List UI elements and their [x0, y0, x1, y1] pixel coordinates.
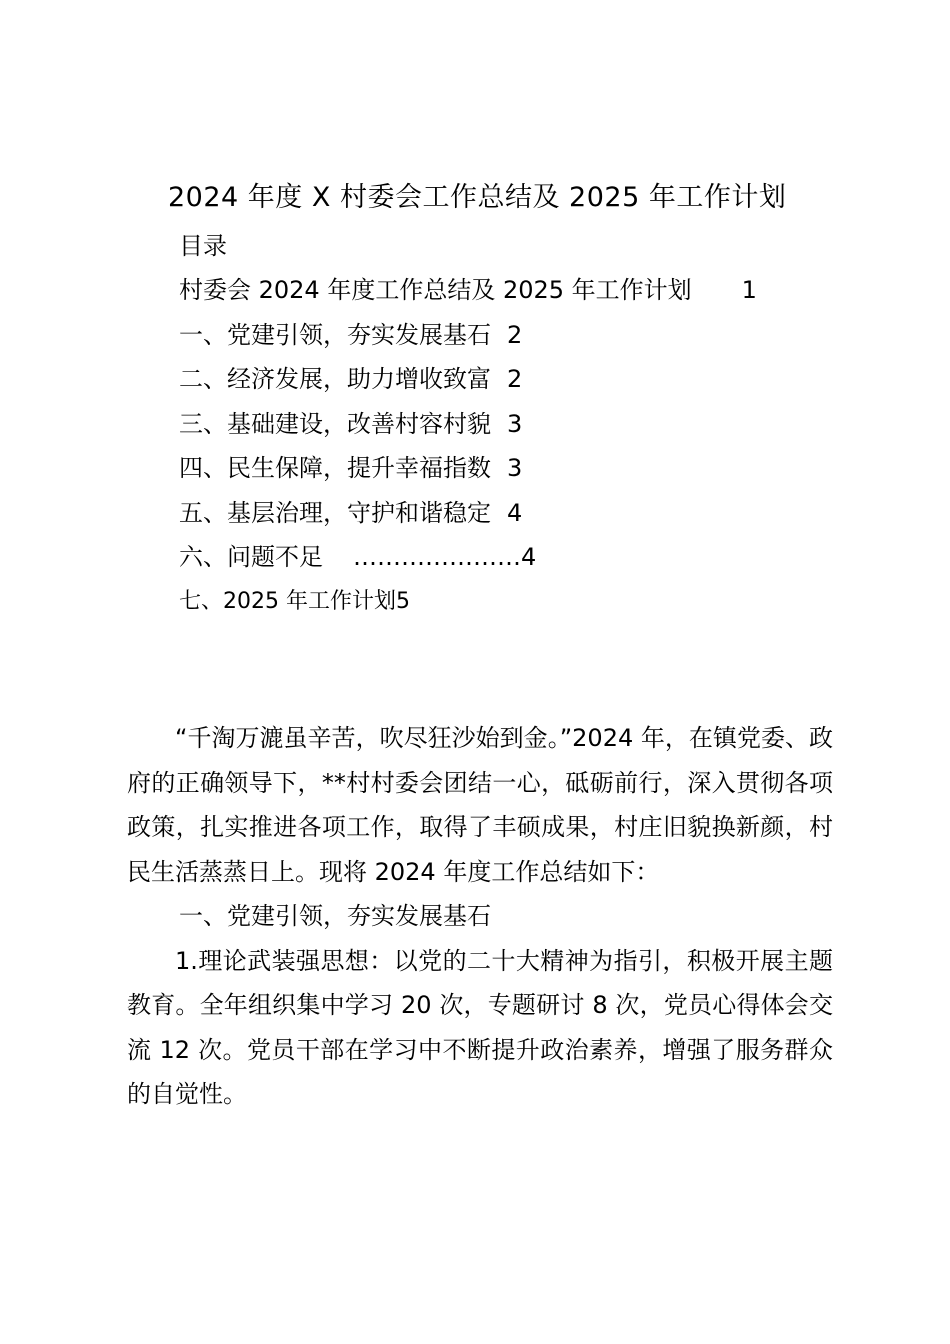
toc-entry[interactable] — [179, 584, 757, 629]
document-body — [127, 716, 833, 1117]
toc-entry-label: 三、基础建设，改善村容村貌 — [179, 409, 491, 438]
toc-entry[interactable] — [179, 495, 757, 540]
toc-entry[interactable] — [179, 539, 757, 584]
toc-entry-label: 六、问题不足 — [179, 543, 323, 571]
table-of-contents — [179, 272, 757, 628]
toc-entry-label: 四、民生保障，提升幸福指数 — [179, 454, 491, 482]
toc-entry-page: 1 — [741, 276, 757, 304]
toc-entry-page: 4 — [521, 543, 537, 571]
toc-entry-page: 2 — [507, 365, 523, 393]
toc-entry-page: 4 — [507, 498, 523, 527]
toc-entry-label: 五、基层治理，守护和谐稳定 — [179, 498, 491, 527]
toc-entry-page: 5 — [395, 588, 410, 614]
toc-entry-label: 村委会 2024 年度工作总结及 2025 年工作计划 — [179, 276, 692, 304]
toc-dot-leader: ………………… — [353, 543, 521, 571]
toc-entry-label: 七、2025 年工作计划 — [179, 588, 396, 614]
intro-paragraph: “千淘万漉虽辛苦，吹尽狂沙始到金。”2024 年，在镇党委、政府的正确领导下，**村村委会团结一心，砥砺前行，深入贯彻各项政策，扎实推进各项工作，取得了丰硕成果，村庄旧貌换新颜，村民生活蒸蒸日上。现将 2024 年度工作总结如下： — [127, 724, 833, 886]
section-heading: 一、党建引领，夯实发展基石 — [179, 902, 491, 930]
document-title: 2024 年度 X 村委会工作总结及 2025 年工作计划 — [168, 182, 787, 213]
toc-entry-page: 3 — [507, 409, 523, 438]
toc-entry-label: 一、党建引领，夯实发展基石 — [179, 320, 491, 349]
toc-entry[interactable] — [179, 361, 757, 406]
toc-entry[interactable] — [179, 406, 757, 451]
toc-entry[interactable] — [179, 450, 757, 495]
toc-entry-page: 3 — [507, 454, 523, 482]
toc-entry[interactable] — [179, 272, 757, 317]
toc-entry-page: 2 — [507, 320, 523, 349]
toc-heading: 目录 — [179, 232, 227, 260]
toc-entry-label: 二、经济发展，助力增收致富 — [179, 365, 491, 393]
section-paragraph: 1.理论武装强思想：以党的二十大精神为指引，积极开展主题教育。全年组织集中学习 20 次，专题研讨 8 次，党员心得体会交流 12 次。党员干部在学习中不断提升政治素养，增强了服务群众的自觉性。 — [127, 946, 833, 1108]
toc-entry[interactable] — [179, 317, 757, 362]
